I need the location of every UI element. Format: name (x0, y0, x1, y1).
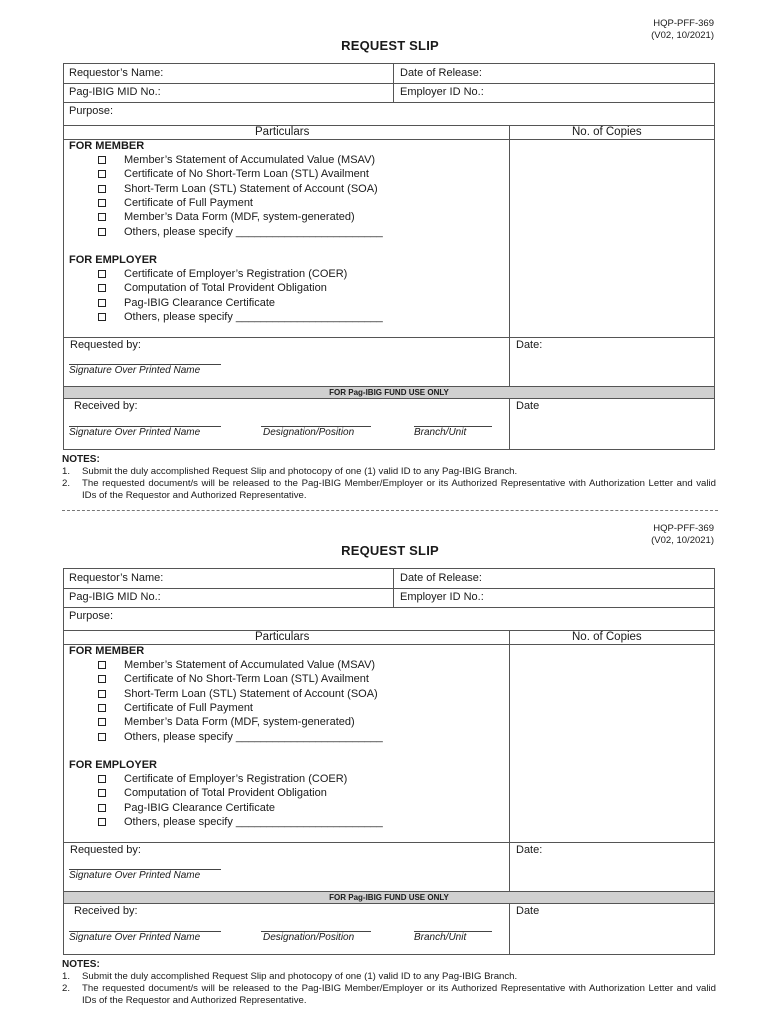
request-slip-bottom (0, 505, 770, 1010)
employer-section-label: FOR EMPLOYER (69, 759, 158, 771)
employer-section-label: FOR EMPLOYER (69, 254, 158, 266)
checkbox[interactable] (98, 199, 106, 207)
member-checkbox-item[interactable] (98, 168, 369, 180)
received-by-label: Received by: (74, 905, 138, 917)
date-of-release-label: Date of Release: (400, 572, 482, 584)
checkbox[interactable] (98, 789, 106, 797)
note-1 (62, 466, 716, 478)
checkbox[interactable] (98, 313, 106, 321)
purpose-label: Purpose: (69, 105, 114, 117)
member-checkbox-item[interactable] (98, 226, 383, 238)
purpose-field[interactable] (63, 607, 715, 631)
member-checkbox-item[interactable] (98, 716, 355, 728)
member-item-label: Others, please specify ________________________ (124, 730, 383, 743)
checkbox[interactable] (98, 818, 106, 826)
employer-id-field[interactable] (393, 83, 715, 103)
member-section-label: FOR MEMBER (69, 140, 145, 152)
member-item-label: Certificate of No Short-Term Loan (STL) Availment (124, 168, 369, 181)
checkbox[interactable] (98, 675, 106, 683)
member-item-label: Short-Term Loan (STL) Statement of Account (SOA) (124, 182, 378, 195)
form-version: (V02, 10/2021) (651, 535, 714, 546)
received-date-box[interactable] (509, 903, 715, 955)
employer-item-label: Others, please specify ________________________ (124, 815, 383, 828)
note-number: 1. (62, 971, 71, 982)
particulars-header: Particulars (255, 631, 310, 643)
member-item-label: Member’s Data Form (MDF, system-generated) (124, 211, 355, 224)
note-2 (62, 478, 716, 502)
member-checkbox-item[interactable] (98, 183, 378, 195)
employer-item-label: Certificate of Employer’s Registration (COER) (124, 268, 348, 280)
requested-by-signature-caption: Signature Over Printed Name (69, 870, 201, 881)
received-by-box (63, 903, 510, 955)
employer-id-label: Employer ID No.: (400, 86, 484, 98)
note-2 (62, 983, 716, 1007)
member-item-label: Certificate of Full Payment (124, 701, 253, 714)
checkbox[interactable] (98, 299, 106, 307)
requestor-name-field[interactable] (63, 568, 394, 589)
checkbox[interactable] (98, 718, 106, 726)
member-item-label: Certificate of No Short-Term Loan (STL) Availment (124, 673, 369, 686)
checkbox[interactable] (98, 804, 106, 812)
employer-id-label: Employer ID No.: (400, 591, 484, 603)
member-item-label: Member’s Statement of Accumulated Value (MSAV) (124, 154, 376, 166)
mid-no-field[interactable] (63, 588, 394, 608)
designation-caption: Designation/Position (263, 932, 355, 943)
requested-by-box (63, 337, 510, 387)
notes-header: NOTES: (62, 454, 100, 465)
employer-checkbox-item[interactable] (98, 802, 275, 814)
requestor-name-label: Requestor’s Name: (69, 67, 164, 79)
employer-checkbox-item[interactable] (98, 787, 327, 799)
date-of-release-label: Date of Release: (400, 67, 482, 79)
checkbox[interactable] (98, 704, 106, 712)
member-checkbox-item[interactable] (98, 702, 253, 714)
note-text: The requested document/s will be released to the Pag-IBIG Member/Employer or its Authorized Representative with Authorization Letter and valid IDs of the Requestor and Authorized Representative. (82, 478, 716, 501)
checkbox[interactable] (98, 284, 106, 292)
received-date-label: Date (516, 905, 540, 917)
copies-header: No. of Copies (572, 126, 642, 138)
member-checkbox-item[interactable] (98, 154, 375, 166)
copies-column[interactable] (509, 125, 715, 338)
received-date-label: Date (516, 400, 540, 412)
member-item-label: Certificate of Full Payment (124, 196, 253, 209)
employer-checkbox-item[interactable] (98, 268, 347, 280)
member-checkbox-item[interactable] (98, 688, 378, 700)
checkbox[interactable] (98, 661, 106, 669)
date-of-release-field[interactable] (393, 63, 715, 84)
purpose-field[interactable] (63, 102, 715, 126)
employer-id-field[interactable] (393, 588, 715, 608)
branch-caption: Branch/Unit (414, 427, 467, 438)
note-1 (62, 971, 716, 983)
note-text: Submit the duly accomplished Request Slip and photocopy of one (1) valid ID to any Pag-IBIG Branch. (82, 466, 518, 477)
requested-by-label: Requested by: (70, 844, 141, 856)
checkbox[interactable] (98, 690, 106, 698)
received-by-label: Received by: (74, 400, 138, 412)
received-date-box[interactable] (509, 398, 715, 450)
employer-checkbox-item[interactable] (98, 297, 275, 309)
received-by-box (63, 398, 510, 450)
member-item-label: Member’s Data Form (MDF, system-generated) (124, 716, 355, 729)
employer-item-label: Pag-IBIG Clearance Certificate (124, 801, 276, 814)
fund-use-only-banner: FOR Pag-IBIG FUND USE ONLY (63, 386, 715, 399)
requestor-name-field[interactable] (63, 63, 394, 84)
checkbox[interactable] (98, 775, 106, 783)
checkbox[interactable] (98, 213, 106, 221)
member-checkbox-item[interactable] (98, 211, 355, 223)
employer-item-label: Pag-IBIG Clearance Certificate (124, 296, 276, 309)
request-slip-top (0, 0, 770, 505)
checkbox[interactable] (98, 170, 106, 178)
employer-item-label: Others, please specify ________________________ (124, 310, 383, 323)
form-code-number: HQP-PFF-369 (653, 18, 714, 29)
note-text: The requested document/s will be released to the Pag-IBIG Member/Employer or its Authorized Representative with Authorization Letter and valid IDs of the Requestor and Authorized Representative. (82, 983, 716, 1006)
employer-checkbox-item[interactable] (98, 773, 347, 785)
requested-date-label: Date: (516, 844, 543, 856)
employer-item-label: Computation of Total Provident Obligation (124, 787, 327, 800)
requested-by-box (63, 842, 510, 892)
employer-checkbox-item[interactable] (98, 816, 383, 828)
form-version: (V02, 10/2021) (651, 30, 714, 41)
fund-use-only-banner: FOR Pag-IBIG FUND USE ONLY (63, 891, 715, 904)
requested-by-label: Requested by: (70, 339, 141, 351)
requested-date-box[interactable] (509, 842, 715, 892)
requested-date-box[interactable] (509, 337, 715, 387)
employer-item-label: Computation of Total Provident Obligation (124, 282, 327, 295)
mid-no-label: Pag-IBIG MID No.: (69, 591, 161, 603)
checkbox[interactable] (98, 228, 106, 236)
mid-no-label: Pag-IBIG MID No.: (69, 86, 161, 98)
checkbox[interactable] (98, 185, 106, 193)
member-item-label: Others, please specify ________________________ (124, 225, 383, 238)
note-number: 2. (62, 478, 71, 489)
member-item-label: Short-Term Loan (STL) Statement of Account (SOA) (124, 687, 378, 700)
received-by-signature-caption: Signature Over Printed Name (69, 427, 201, 438)
note-text: Submit the duly accomplished Request Slip and photocopy of one (1) valid ID to any Pag-IBIG Branch. (82, 971, 518, 982)
employer-checkbox-item[interactable] (98, 282, 327, 294)
form-title: REQUEST SLIP (341, 543, 439, 558)
notes-header: NOTES: (62, 959, 100, 970)
member-checkbox-item[interactable] (98, 659, 375, 671)
copies-column[interactable] (509, 630, 715, 843)
date-of-release-field[interactable] (393, 568, 715, 589)
branch-caption: Branch/Unit (414, 932, 467, 943)
particulars-header: Particulars (255, 126, 310, 138)
received-by-signature-caption: Signature Over Printed Name (69, 932, 201, 943)
requestor-name-label: Requestor’s Name: (69, 572, 164, 584)
checkbox[interactable] (98, 270, 106, 278)
member-checkbox-item[interactable] (98, 197, 253, 209)
form-code-number: HQP-PFF-369 (653, 523, 714, 534)
mid-no-field[interactable] (63, 83, 394, 103)
employer-checkbox-item[interactable] (98, 311, 383, 323)
requested-date-label: Date: (516, 339, 543, 351)
member-checkbox-item[interactable] (98, 673, 369, 685)
employer-item-label: Certificate of Employer’s Registration (COER) (124, 773, 348, 785)
copies-header: No. of Copies (572, 631, 642, 643)
checkbox[interactable] (98, 733, 106, 741)
checkbox[interactable] (98, 156, 106, 164)
member-item-label: Member’s Statement of Accumulated Value (MSAV) (124, 659, 376, 671)
form-title: REQUEST SLIP (341, 38, 439, 53)
member-section-label: FOR MEMBER (69, 645, 145, 657)
purpose-label: Purpose: (69, 610, 114, 622)
note-number: 1. (62, 466, 71, 477)
designation-caption: Designation/Position (263, 427, 355, 438)
note-number: 2. (62, 983, 71, 994)
requested-by-signature-caption: Signature Over Printed Name (69, 365, 201, 376)
member-checkbox-item[interactable] (98, 731, 383, 743)
